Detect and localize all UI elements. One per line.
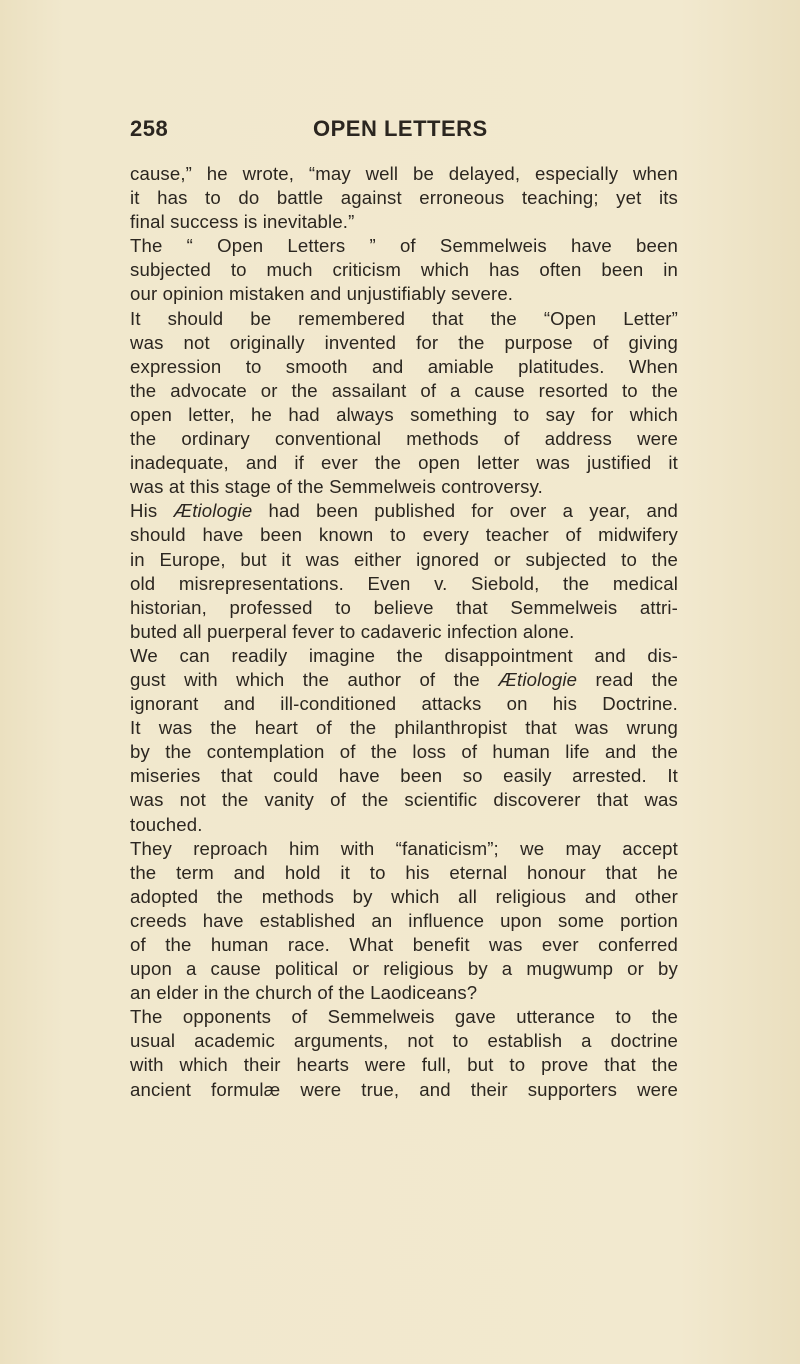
text-line: was at this stage of the Semmelweis controversy. <box>130 476 543 498</box>
text-line: it has to do battle against erroneous teaching; yet its <box>130 187 678 209</box>
text-line: It should be remembered that the “Open Letter” <box>130 307 678 329</box>
text-line <box>130 499 678 523</box>
text-line: historian, professed to believe that Semmelweis attri- <box>130 596 678 618</box>
italic-title: Ætiologie <box>173 500 253 522</box>
text-line: by the contemplation of the loss of human life and the <box>130 741 678 763</box>
text-line: miseries that could have been so easily arrested. It <box>130 765 678 787</box>
running-head <box>130 116 670 146</box>
text-line: upon a cause political or religious by a mugwump or by <box>130 958 678 980</box>
text-line: They reproach him with “fanaticism”; we may accept <box>130 837 678 859</box>
text-line: was not originally invented for the purpose of giving <box>130 331 678 353</box>
text-line: was not the vanity of the scientific discoverer that was <box>130 789 678 811</box>
text-line: the term and hold it to his eternal honour that he <box>130 861 678 883</box>
italic-title: Ætiologie <box>498 668 578 690</box>
text-line <box>130 668 678 692</box>
text-line: The “ Open Letters ” of Semmelweis have been <box>130 235 678 257</box>
text-line: The opponents of Semmelweis gave utterance to the <box>130 1006 678 1028</box>
text-line: old misrepresentations. Even v. Siebold, the medical <box>130 572 678 594</box>
text-line: the ordinary conventional methods of address were <box>130 428 678 450</box>
text-line: inadequate, and if ever the open letter was justified it <box>130 452 678 474</box>
text-line: the advocate or the assailant of a cause resorted to the <box>130 379 678 401</box>
text-line: should have been known to every teacher of midwifery <box>130 524 678 546</box>
text-line: expression to smooth and amiable platitudes. When <box>130 355 678 377</box>
text-line: open letter, he had always something to say for which <box>130 403 678 425</box>
text-line: adopted the methods by which all religious and other <box>130 885 678 907</box>
text-line: creeds have established an influence upon some portion <box>130 909 678 931</box>
text-line: subjected to much criticism which has often been in <box>130 259 678 281</box>
running-title: OPEN LETTERS <box>313 116 488 141</box>
text-line: ancient formulæ were true, and their supporters were <box>130 1078 678 1100</box>
text-line: We can readily imagine the disappointment and dis- <box>130 644 678 666</box>
text-segment: gust with which the author of the <box>130 668 499 690</box>
text-line: touched. <box>130 813 203 835</box>
text-line: buted all puerperal fever to cadaveric infection alone. <box>130 620 575 642</box>
text-line: in Europe, but it was either ignored or subjected to the <box>130 548 678 570</box>
text-line: cause,” he wrote, “may well be delayed, especially when <box>130 163 678 184</box>
text-line: of the human race. What benefit was ever conferred <box>130 934 678 955</box>
text-line: usual academic arguments, not to establish a doctrine <box>130 1030 678 1052</box>
text-line: final success is inevitable.” <box>130 211 355 233</box>
text-segment: read the <box>577 668 678 690</box>
body-text <box>130 162 678 1102</box>
text-segment: had been published for over a year, and <box>252 500 678 522</box>
text-line: our opinion mistaken and unjustifiably severe. <box>130 283 514 305</box>
text-line: with which their hearts were full, but to prove that the <box>130 1054 678 1076</box>
text-line: an elder in the church of the Laodiceans? <box>130 982 478 1004</box>
text-line: ignorant and ill-conditioned attacks on his Doctrine. <box>130 693 678 715</box>
text-segment: His <box>130 500 174 522</box>
page-number: 258 <box>130 116 169 141</box>
text-line: It was the heart of the philanthropist that was wrung <box>130 717 678 739</box>
